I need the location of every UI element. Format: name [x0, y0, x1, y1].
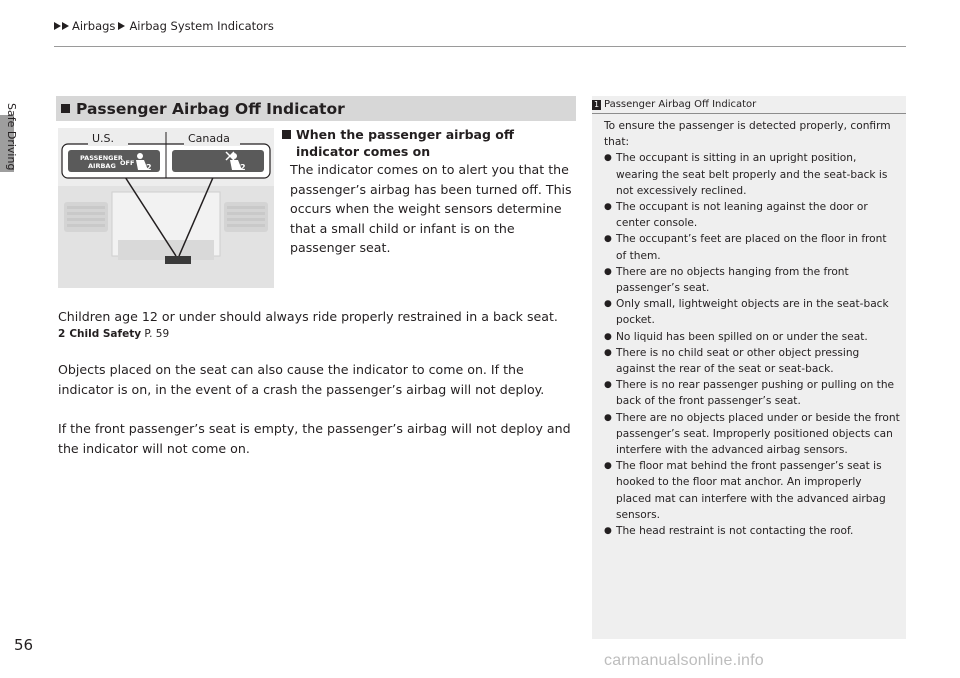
us-indicator-text-1: PASSENGER — [80, 154, 123, 162]
us-label: U.S. — [92, 132, 115, 145]
svg-text:2: 2 — [146, 163, 152, 172]
header-divider — [54, 46, 906, 47]
breadcrumb-item[interactable]: Airbag System Indicators — [129, 19, 274, 33]
list-item: ● There is no child seat or other object pressing against the rear of the seat or seat-back. — [604, 345, 900, 377]
breadcrumb — [54, 19, 274, 33]
cross-reference-link[interactable] — [58, 328, 169, 340]
breadcrumb-arrow-icon — [118, 22, 125, 30]
square-bullet-icon — [61, 104, 70, 113]
watermark: carmanualsonline.info — [604, 652, 764, 669]
note-body — [604, 118, 900, 539]
section-heading — [56, 96, 576, 121]
note-intro: To ensure the passenger is detected properly, confirm that: — [604, 120, 891, 149]
subsection-heading — [282, 126, 572, 160]
us-indicator-off: OFF — [120, 159, 135, 167]
paragraph: Objects placed on the seat can also cause the indicator to come on. If the indicator is on, in the event of a crash the passenger’s airbag will not deploy. — [58, 362, 545, 397]
note-title: Passenger Airbag Off Indicator — [604, 99, 757, 110]
breadcrumb-item[interactable]: Airbags — [72, 19, 116, 33]
breadcrumb-arrow-icon — [54, 22, 61, 30]
paragraph: Children age 12 or under should always ride properly restrained in a back seat. — [58, 309, 558, 324]
breadcrumb-arrow-icon — [62, 22, 69, 30]
note-list — [604, 150, 900, 539]
list-item: ● The floor mat behind the front passenger’s seat is hooked to the floor mat anchor. An improperly placed mat can interfere with the advanced airbag sensors. — [604, 458, 900, 523]
list-item: ● The occupant is not leaning against the door or center console. — [604, 199, 900, 231]
list-item: ● There is no rear passenger pushing or pulling on the back of the front passenger’s seat. — [604, 377, 900, 409]
list-item: ● No liquid has been spilled on or under the seat. — [604, 329, 900, 345]
square-bullet-icon — [282, 130, 291, 139]
us-indicator-text-2: AIRBAG — [88, 162, 116, 170]
list-item: ● The occupant is sitting in an upright position, wearing the seat belt properly and the seat-back is not excessively reclined. — [604, 150, 900, 199]
page-number: 56 — [14, 636, 34, 654]
note-number-icon: 1 — [593, 99, 600, 109]
vent-right — [224, 202, 268, 232]
svg-text:2: 2 — [240, 163, 246, 172]
reference-page[interactable]: P. 59 — [144, 328, 170, 340]
paragraph: If the front passenger’s seat is empty, the passenger’s airbag will not deploy and the indicator will not come on. — [58, 421, 571, 456]
note-heading — [592, 96, 906, 114]
list-item: ● The head restraint is not contacting the roof. — [604, 523, 900, 539]
canada-label: Canada — [188, 132, 230, 145]
list-item: ● The occupant’s feet are placed on the floor in front of them. — [604, 231, 900, 263]
reference-title[interactable]: Child Safety — [69, 328, 142, 340]
list-item: ● There are no objects hanging from the front passenger’s seat. — [604, 264, 900, 296]
subsection-title: When the passenger airbag off indicator comes on — [296, 127, 514, 159]
dashboard-indicator-illustration — [58, 128, 274, 288]
indicator-location — [165, 256, 191, 264]
paragraph: The indicator comes on to alert you that the passenger’s airbag has been turned off. This occurs when the weight sensors determine that a small child or infant is on the passenger seat. — [290, 162, 572, 255]
list-item: ● Only small, lightweight objects are in the seat-back pocket. — [604, 296, 900, 328]
list-item: ● There are no objects placed under or beside the front passenger’s seat. Improperly positioned objects can interfere with the advanced airbag sensors. — [604, 410, 900, 459]
chapter-label: Safe Driving — [5, 103, 18, 171]
reference-arrow-icon: 2 — [58, 328, 66, 340]
section-title: Passenger Airbag Off Indicator — [76, 99, 345, 118]
vent-left — [64, 202, 108, 232]
